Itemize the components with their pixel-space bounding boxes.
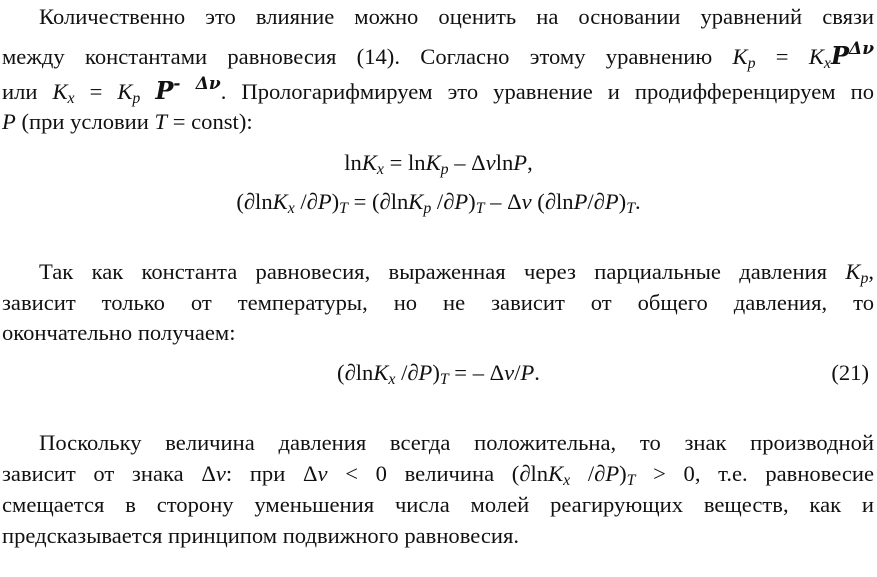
paragraph-1-line-1: Количественно это влияние можно оценить на основании уравнений связи <box>39 4 874 29</box>
symbol-K: K <box>52 79 68 104</box>
equation-number: (21) <box>831 360 869 385</box>
equation-2: (∂lnK$_x$ $/\partial P)_T = (\partial\ln K_p$ $/\partial P)_T$ – Δν $(\partial\ln P/\partial P)_T$. <box>236 189 641 217</box>
equation-1: lnK$_x$ = lnK$_p$ – ΔνlnP, <box>344 150 533 178</box>
symbol-P-image: P <box>155 76 174 105</box>
text-run: = const): <box>167 109 253 134</box>
symbol-K: K <box>117 79 133 104</box>
paragraph-3-line-3: смещается в сторону уменьшения числа молей реагирующих веществ, как и <box>2 492 874 517</box>
equals-sign: = <box>755 44 809 69</box>
paragraph-1-line-3 <box>2 75 874 107</box>
subscript-p: p <box>132 90 141 107</box>
paragraph-3-line-2: зависит от знака Δν: при Δν < 0 величина (∂lnK$_x$ $/\partial P)_T > 0$, т.е. равновесие <box>2 461 875 489</box>
paragraph-3-line-4: предсказывается принципом подвижного равновесия. <box>2 523 520 548</box>
text-run: между константами равновесия (14). Согласно этому уравнению <box>2 44 733 69</box>
subscript-x: x <box>67 90 75 107</box>
symbol-K: K <box>808 44 824 69</box>
paragraph-1-line-2 <box>2 40 874 72</box>
equation-3: (∂lnK$_x$ $/\partial P)_T$ = – Δν/P. <box>337 360 540 388</box>
exponent-minus-delta-nu: - Δν <box>173 74 221 94</box>
text-run: (при условии <box>15 109 155 134</box>
paragraph-2-line-1: Так как константа равновесия, выраженная через парциальные давления $K_p$, <box>39 259 874 287</box>
equals-sign: = <box>74 79 118 104</box>
symbol-P-image: P <box>830 41 849 70</box>
symbol-P: P <box>2 109 16 134</box>
paragraph-3-line-1: Поскольку величина давления всегда положительна, то знак производной <box>39 430 874 455</box>
subscript-x: x <box>823 55 831 72</box>
paragraph-2-line-2: зависит только от температуры, но не зависит от общего давления, то <box>2 290 874 315</box>
paragraph-1-line-4 <box>2 106 874 137</box>
exponent-delta-nu: Δν <box>849 39 874 59</box>
symbol-T: T <box>154 109 168 134</box>
paragraph-2-line-3: окончательно получаем: <box>2 320 236 345</box>
text-run: . Прологарифмируем это уравнение и продифференцируем по <box>220 79 875 104</box>
subscript-p: p <box>747 55 756 72</box>
text-run: или <box>2 79 53 104</box>
symbol-K: K <box>732 44 748 69</box>
